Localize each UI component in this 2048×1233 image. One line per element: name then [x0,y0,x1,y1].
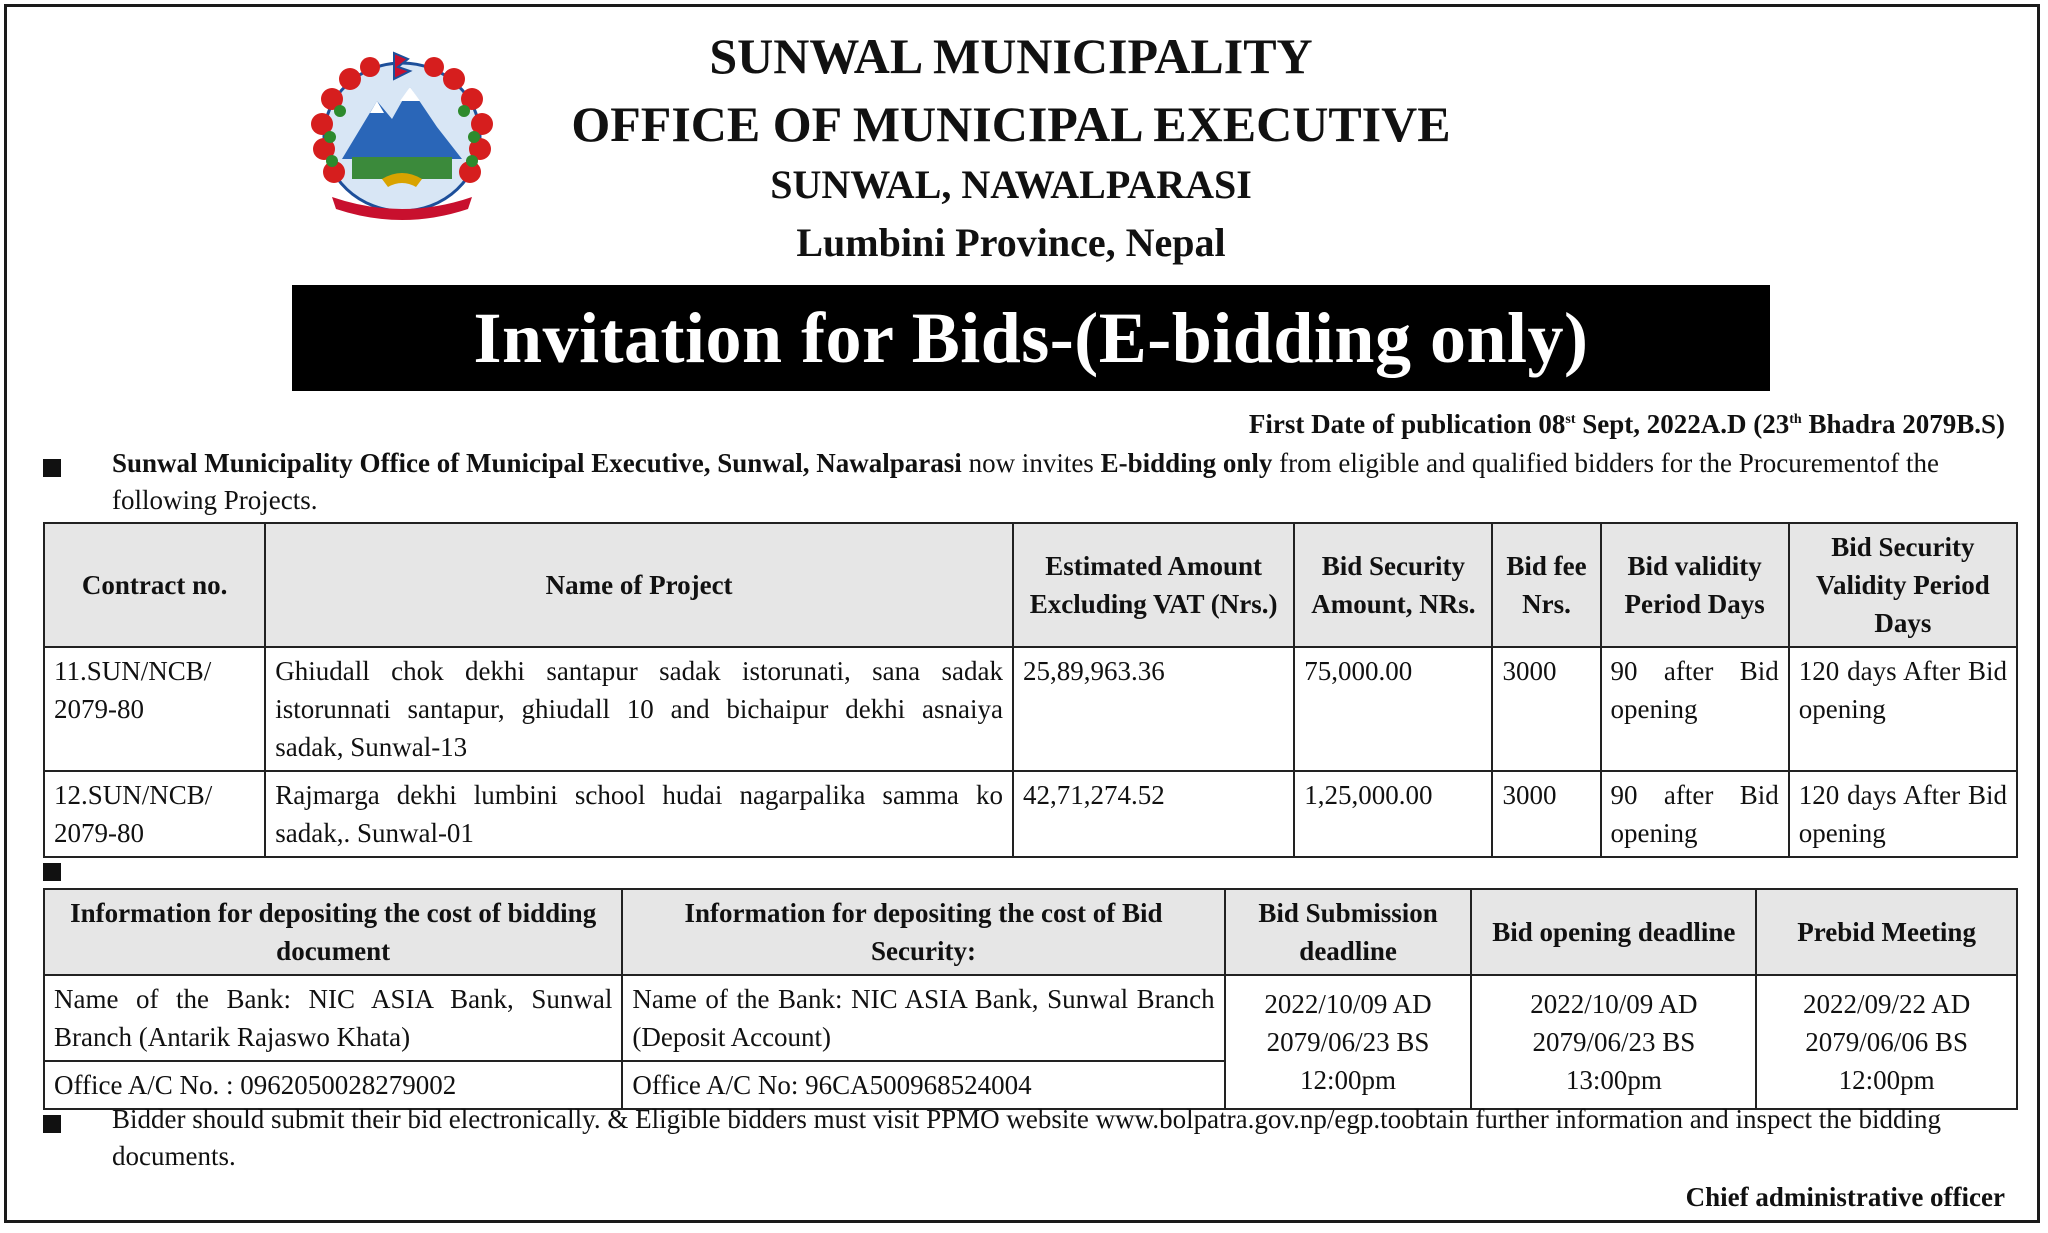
prebid-date-bs: 2079/06/06 BS [1805,1027,1968,1057]
validity-cell: 90 after Bid opening [1601,647,1789,771]
project-name-cell: Rajmarga dekhi lumbini school hudai nagarpalika samma ko sadak,. Sunwal-01 [265,771,1013,857]
submission-time: 12:00pm [1300,1065,1397,1095]
notice-page [4,4,2040,1223]
signature-title: Chief administrative officer [1685,1182,2005,1212]
footer-note: Bidder should submit their bid electronically. & Eligible bidders must visit PPMO website www.bolpatra.gov.np/egp.toobtain further information and inspect the bidding documents. [112,1104,1941,1171]
opening-time: 13:00pm [1565,1065,1662,1095]
project-name-cell: Ghiudall chok dekhi santapur sadak istorunati, sana sadak istorunnati santapur, ghiudall 10 and bichaipur dekhi asnaiya sadak, Sunwal-13 [265,647,1013,771]
table-header-row [44,523,2017,647]
intro-paragraph: Sunwal Municipality Office of Municipal Executive, Sunwal, Nawalparasi now invites E-bidding only from eligible and qualified bidders for the Procurementof the following Projects. [112,448,1939,515]
submission-date-ad: 2022/10/09 AD [1264,989,1432,1019]
opening-date-bs: 2079/06/23 BS [1532,1027,1696,1057]
doc-account-cell: Office A/C No. : 0962050028279002 [44,1061,622,1109]
prebid-date-ad: 2022/09/22 AD [1802,989,1971,1019]
header-prebid-meeting: Prebid Meeting [1756,889,2017,975]
table-header-row [44,889,2017,975]
security-cell: 75,000.00 [1294,647,1492,771]
submission-date-bs: 2079/06/23 BS [1266,1027,1430,1057]
header-contract-no: Contract no. [44,523,265,647]
table-row [44,647,2017,771]
opening-date-ad: 2022/10/09 AD [1530,989,1698,1019]
bullet-icon [43,1115,61,1133]
security-validity-cell: 120 days After Bid opening [1789,771,2017,857]
header-project-name: Name of Project [265,523,1013,647]
prebid-time: 12:00pm [1838,1065,1935,1095]
security-cell: 1,25,000.00 [1294,771,1492,857]
title-banner: Invitation for Bids-(E-bidding only) [292,285,1770,391]
header-submission-deadline: Bid Submission deadline [1225,889,1472,975]
header-office: OFFICE OF MUNICIPAL EXECUTIVE [571,96,1451,152]
header-doc-deposit: Information for depositing the cost of bidding document [44,889,622,975]
header-estimated-amount: Estimated Amount Excluding VAT (Nrs.) [1013,523,1294,647]
contract-no-cell: 12.SUN/NCB/ 2079-80 [44,771,265,857]
security-account-cell: Office A/C No: 96CA500968524004 [622,1061,1224,1109]
deposit-table [43,888,2018,1110]
fee-cell: 3000 [1492,647,1600,771]
table-row [44,771,2017,857]
estimate-cell: 42,71,274.52 [1013,771,1294,857]
header-bid-validity: Bid validity Period Days [1601,523,1789,647]
bullet-icon [43,459,61,477]
header-bid-security-amount: Bid Security Amount, NRs. [1294,523,1492,647]
opening-deadline-cell [1471,975,1756,1109]
security-bank-cell: Name of the Bank: NIC ASIA Bank, Sunwal Branch (Deposit Account) [622,975,1224,1061]
header-security-validity: Bid Security Validity Period Days [1789,523,2017,647]
header-location: SUNWAL, NAWALPARASI [770,162,1252,207]
validity-cell: 90 after Bid opening [1601,771,1789,857]
header-security-deposit: Information for depositing the cost of Bid Security: [622,889,1224,975]
header-province: Lumbini Province, Nepal [796,220,1226,265]
bullet-icon [43,863,61,881]
submission-deadline-cell [1225,975,1472,1109]
prebid-meeting-cell [1756,975,2017,1109]
estimate-cell: 25,89,963.36 [1013,647,1294,771]
header-bid-fee: Bid fee Nrs. [1492,523,1600,647]
header-opening-deadline: Bid opening deadline [1471,889,1756,975]
header-municipality: SUNWAL MUNICIPALITY [709,28,1313,84]
security-validity-cell: 120 days After Bid opening [1789,647,2017,771]
projects-table [43,522,2018,858]
doc-bank-cell: Name of the Bank: NIC ASIA Bank, Sunwal Branch (Antarik Rajaswo Khata) [44,975,622,1061]
table-row [44,975,2017,1061]
contract-no-cell: 11.SUN/NCB/ 2079-80 [44,647,265,771]
publication-date: First Date of publication 08st Sept, 2022A.D (23th Bhadra 2079B.S) [1248,409,2005,439]
fee-cell: 3000 [1492,771,1600,857]
